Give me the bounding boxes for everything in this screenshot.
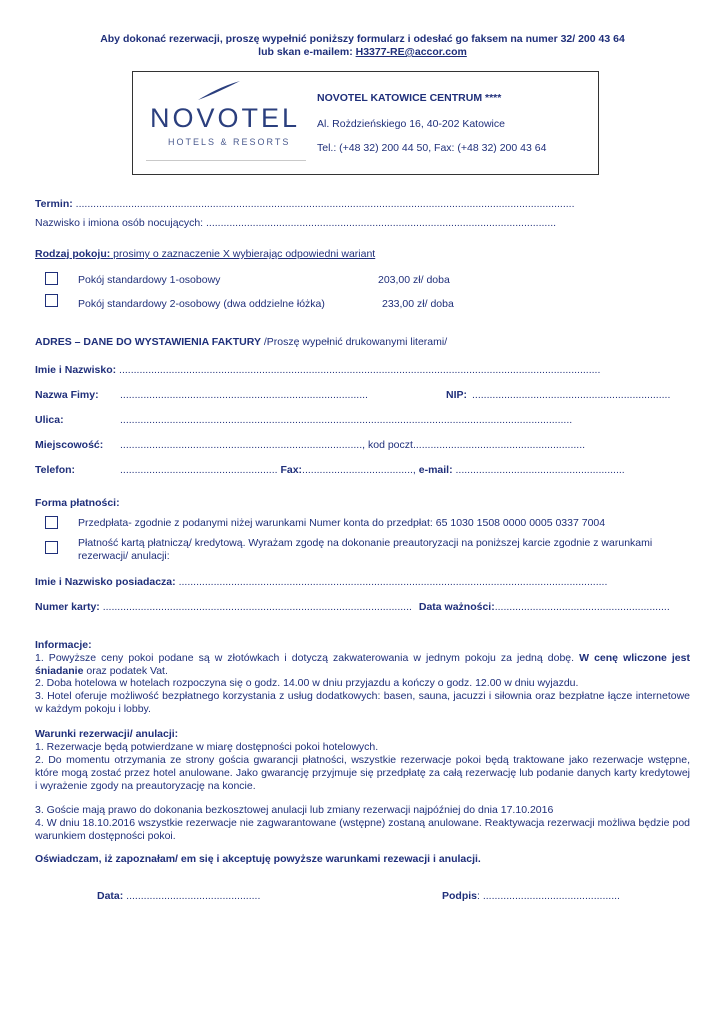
header-line-1: Aby dokonać rezerwacji, proszę wypełnić poniższy formularz i odesłać go faksem na numer 32/ 200 43 64 xyxy=(100,33,625,45)
fax-label: Fax: xyxy=(280,464,303,476)
room-option-2-name: Pokój standardowy 2-osobowy (dwa oddzielne łóżka) xyxy=(78,298,325,310)
signature-label: Podpis xyxy=(442,890,478,902)
invoice-note: /Proszę wypełnić drukowanymi literami/ xyxy=(260,336,448,348)
email-field[interactable]: .......................................................... xyxy=(455,464,625,476)
novotel-swoosh-icon xyxy=(196,80,242,102)
termin-row[interactable] xyxy=(35,198,575,210)
room-option-1-price: 203,00 zł/ doba xyxy=(378,274,450,286)
payment-prepay-text: Przedpłata- zgodnie z podanymi niżej warunkami Numer konta do przedpłat: 65 1030 1508 0000 0005 0337 7004 xyxy=(78,517,606,529)
payment-prepay-checkbox[interactable] xyxy=(45,516,58,529)
email-link[interactable]: H3377-RE@accor.com xyxy=(355,46,467,58)
declaration: Oświadczam, iż zapoznałam/ em się i akceptuję powyższe warunkami rezewacji i anulacji. xyxy=(35,853,481,865)
invoice-heading xyxy=(35,336,447,348)
phone-label: Telefon: xyxy=(35,464,76,476)
card-holder-field[interactable]: ................................................................................................................................................... xyxy=(178,576,608,588)
info-point-3: 3. Hotel oferuje możliwość bezpłatnego korzystania z usług dodatkowych: basen, sauna, jacuzzi i siłownia oraz bezpłatne łącze internetowe w każdym pokoju i lobby. xyxy=(35,690,690,715)
guests-row[interactable] xyxy=(35,217,556,229)
info-point-2: 2. Doba hotelowa w hotelach rozpoczyna się o godz. 14.00 w dniu przyjazdu a kończy o godz. 12.00 w dniu wyjazdu. xyxy=(35,677,579,689)
terms-point-2: 2. Do momentu otrzymania ze strony gościa gwarancji płatności, wszystkie rezerwacje pokoi będą traktowane jako rezerwacje wstępne, które mogą zostać przez hotel anulowane. Jako gwarancję przyjmuje się przedpłatę za całą rezerwację lub podanie danych karty kredytowej i wyrażenie zgody na preautoryzację na koncie. xyxy=(35,754,690,792)
company-field[interactable]: ..................................................................................... xyxy=(120,389,368,401)
date-field[interactable]: .............................................. xyxy=(123,890,261,902)
phone-field[interactable]: ...................................................... xyxy=(120,464,278,476)
nip-field[interactable]: .................................................................... xyxy=(472,389,671,401)
room-type-hint: prosimy o zaznaczenie X wybierając odpowiedni wariant xyxy=(110,248,376,260)
terms-title: Warunki rezerwacji/ anulacji: xyxy=(35,728,179,740)
invoice-name-row[interactable] xyxy=(35,364,600,376)
hotel-contact: Tel.: (+48 32) 200 44 50, Fax: (+48 32) 200 43 64 xyxy=(317,142,547,154)
guests-field[interactable]: ........................................................................................................................ xyxy=(206,217,557,229)
date-label: Data: xyxy=(97,890,124,902)
room-type-heading xyxy=(35,248,375,260)
fax-field[interactable]: ......................................, xyxy=(302,464,416,476)
card-number-label: Numer karty: xyxy=(35,601,100,613)
termin-label: Termin: xyxy=(35,198,73,210)
room-type-label: Rodzaj pokoju: xyxy=(35,248,111,260)
header-line-2 xyxy=(0,46,725,58)
termin-field[interactable]: ........................................................................................................................................................................... xyxy=(75,198,575,210)
card-holder-row[interactable] xyxy=(35,576,607,588)
city-field[interactable]: ..................................................................................., xyxy=(120,439,366,451)
header-line-2-prefix: lub skan e-mailem: xyxy=(258,46,356,58)
postal-label: kod poczt xyxy=(365,439,413,451)
info-title: Informacje: xyxy=(35,639,92,651)
card-expiry-label: Data ważności: xyxy=(418,601,495,613)
info-point-1-a: 1. Powyższe ceny pokoi podane są w złotówkach i dotyczą zakwaterowania w jednym pokoju za jedną dobę. xyxy=(35,652,580,664)
payment-card-checkbox[interactable] xyxy=(45,541,58,554)
postal-field[interactable]: ........................................................... xyxy=(412,439,586,451)
invoice-name-field[interactable]: ..................................................................................................................................................................... xyxy=(119,364,601,376)
email-field-label: e-mail: xyxy=(415,464,453,476)
info-point-1 xyxy=(35,652,690,678)
info-point-1-c: oraz podatek Vat. xyxy=(83,665,168,677)
invoice-name-label: Imie i Nazwisko: xyxy=(35,364,117,376)
terms-point-1: 1. Rezerwacje będą potwierdzane w miarę dostępności pokoi hotelowych. xyxy=(35,741,379,753)
invoice-title: ADRES – DANE DO WYSTAWIENIA FAKTURY xyxy=(35,336,261,348)
guests-label: Nazwisko i imiona osób nocujących: xyxy=(35,217,204,229)
phone-fax-email-row[interactable] xyxy=(120,464,625,476)
date-row[interactable] xyxy=(97,890,260,902)
signature-field[interactable]: : ............................................... xyxy=(477,890,620,902)
company-label: Nazwa Fimy: xyxy=(35,389,99,401)
room-option-1-name: Pokój standardowy 1-osobowy xyxy=(78,274,221,286)
hotel-address: Al. Rożdzieńskiego 16, 40-202 Katowice xyxy=(317,118,505,130)
hotel-name: NOVOTEL KATOWICE CENTRUM **** xyxy=(317,92,502,104)
card-expiry-field[interactable]: ............................................................ xyxy=(494,601,670,613)
card-number-row[interactable] xyxy=(35,601,670,613)
payment-card-text-1: Płatność kartą płatniczą/ kredytową. Wyrażam zgodę na dokonanie preautoryzacji na poniższej karcie zgodnie z warunkami xyxy=(78,537,653,549)
street-label: Ulica: xyxy=(35,414,64,426)
nip-label: NIP: xyxy=(446,389,467,401)
payment-title: Forma płatności: xyxy=(35,497,120,509)
card-holder-label: Imie i Nazwisko posiadacza: xyxy=(35,576,176,588)
novotel-logo-wordmark: NOVOTEL xyxy=(150,103,301,133)
room-option-2-price: 233,00 zł/ doba xyxy=(382,298,454,310)
room-option-2-checkbox[interactable] xyxy=(45,294,58,307)
city-label: Miejscowość: xyxy=(35,439,104,451)
novotel-logo-tagline: HOTELS & RESORTS xyxy=(168,137,291,147)
logo-divider xyxy=(146,160,306,161)
payment-card-text-2: rezerwacji/ anulacji: xyxy=(78,550,170,562)
terms-point-3: 3. Goście mają prawo do dokonania bezkosztowej anulacji lub zmiany rezerwacji najpóźniej do dnia 17.10.2016 xyxy=(35,804,554,816)
signature-row[interactable] xyxy=(442,890,620,902)
info-point-1-b: W cenę wliczone jest śniadanie xyxy=(35,652,690,677)
terms-point-4: 4. W dniu 18.10.2016 wszystkie rezerwacje nie zagwarantowane (wstępne) zostaną anulowane. Reaktywacja rezerwacji możliwa będzie pod warunkiem dostępności pokoi. xyxy=(35,817,690,842)
street-field[interactable]: ........................................................................................................................................................... xyxy=(120,414,573,426)
room-option-1-checkbox[interactable] xyxy=(45,272,58,285)
card-number-field[interactable]: .......................................................................................................... xyxy=(102,601,412,613)
city-postal-row[interactable] xyxy=(120,439,585,451)
